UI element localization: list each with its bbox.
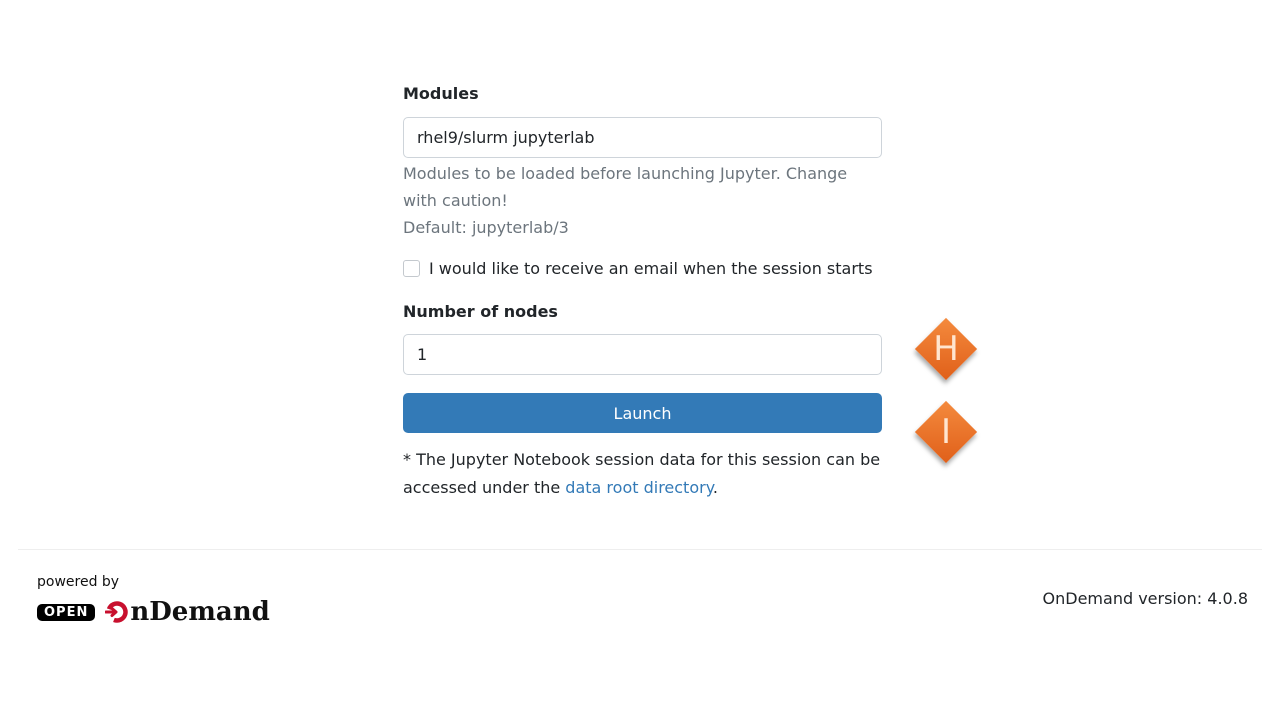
session-form (403, 82, 882, 502)
modules-help-text (403, 160, 882, 241)
nodes-input[interactable] (403, 334, 882, 375)
note-prefix: * The Jupyter Notebook session data for this session can be accessed under the (403, 450, 881, 497)
modules-label: Modules (403, 84, 479, 103)
data-root-directory-link[interactable]: data root directory (565, 478, 713, 497)
modules-input[interactable] (403, 117, 882, 158)
footer-divider (18, 549, 1262, 550)
marker-i-letter: I (940, 412, 952, 452)
email-checkbox[interactable] (403, 260, 420, 277)
power-o-icon (105, 600, 129, 624)
ondemand-version: OnDemand version: 4.0.8 (1042, 589, 1248, 608)
session-data-note (403, 446, 882, 502)
modules-help-default: Default: jupyterlab/3 (403, 218, 569, 237)
marker-i (916, 402, 976, 462)
note-suffix: . (712, 478, 718, 497)
open-ondemand-logo[interactable] (37, 597, 270, 627)
marker-h (916, 319, 976, 379)
modules-help-description: Modules to be loaded before launching Jupyter. Change with caution! (403, 164, 848, 210)
open-badge: OPEN (37, 604, 95, 621)
ondemand-wordmark (105, 597, 269, 627)
email-checkbox-row[interactable] (403, 259, 882, 278)
nodes-label: Number of nodes (403, 302, 558, 321)
ondemand-brand-text: nDemand (130, 597, 270, 627)
email-checkbox-label[interactable]: I would like to receive an email when the session starts (429, 259, 873, 278)
powered-by-text: powered by (37, 574, 120, 590)
launch-button[interactable]: Launch (403, 393, 882, 433)
marker-h-letter: H (933, 329, 959, 369)
